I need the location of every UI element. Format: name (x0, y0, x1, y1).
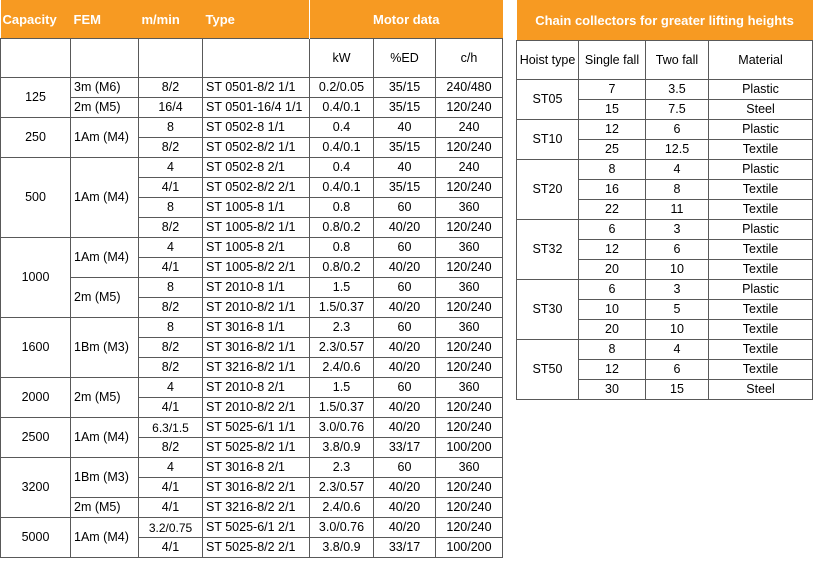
ed-cell: 60 (374, 318, 436, 338)
type-cell: ST 5025-8/2 2/1 (203, 538, 310, 558)
speed-cell: 8/2 (139, 338, 203, 358)
capacity-cell: 500 (1, 158, 71, 238)
motor-data-header: Motor data (310, 0, 503, 39)
type-cell: ST 3016-8 2/1 (203, 458, 310, 478)
ed-cell: 35/15 (374, 138, 436, 158)
type-cell: ST 1005-8/2 2/1 (203, 258, 310, 278)
hoist-type-cell: ST50 (517, 340, 579, 400)
material-cell: Textile (709, 260, 813, 280)
type-cell: ST 5025-6/1 2/1 (203, 518, 310, 538)
fem-cell: 1Am (M4) (71, 158, 139, 238)
kw-cell: 1.5 (310, 278, 374, 298)
kw-cell: 2.3/0.57 (310, 478, 374, 498)
ed-cell: 60 (374, 458, 436, 478)
material-cell: Plastic (709, 120, 813, 140)
ch-cell: 120/240 (436, 218, 503, 238)
ch-cell: 360 (436, 458, 503, 478)
capacity-cell: 1000 (1, 238, 71, 318)
kw-cell: 2.4/0.6 (310, 498, 374, 518)
type-cell: ST 1005-8/2 1/1 (203, 218, 310, 238)
speed-cell: 3.2/0.75 (139, 518, 203, 538)
material-cell: Textile (709, 140, 813, 160)
two-fall-cell: 4 (646, 160, 709, 180)
table-row (1, 118, 503, 138)
ed-header: %ED (374, 39, 436, 78)
motor-table-header-row (1, 0, 503, 39)
two-fall-cell: 3 (646, 220, 709, 240)
table-row (1, 378, 503, 398)
table-row (517, 220, 813, 240)
speed-cell: 16/4 (139, 98, 203, 118)
kw-cell: 1.5/0.37 (310, 298, 374, 318)
kw-cell: 0.4 (310, 118, 374, 138)
single-fall-cell: 30 (579, 380, 646, 400)
speed-cell: 4 (139, 238, 203, 258)
capacity-cell: 250 (1, 118, 71, 158)
capacity-cell: 5000 (1, 518, 71, 558)
two-fall-cell: 10 (646, 260, 709, 280)
single-fall-cell: 25 (579, 140, 646, 160)
hoist-type-header: Hoist type (517, 41, 579, 80)
ch-cell: 120/240 (436, 498, 503, 518)
speed-cell: 4 (139, 378, 203, 398)
single-fall-cell: 20 (579, 320, 646, 340)
speed-cell: 8 (139, 118, 203, 138)
ed-cell: 40/20 (374, 258, 436, 278)
speed-cell: 6.3/1.5 (139, 418, 203, 438)
ch-header: c/h (436, 39, 503, 78)
speed-cell: 8/2 (139, 138, 203, 158)
speed-cell: 4/1 (139, 478, 203, 498)
table-row (1, 318, 503, 338)
ch-cell: 120/240 (436, 478, 503, 498)
type-cell: ST 0502-8/2 1/1 (203, 138, 310, 158)
type-cell: ST 2010-8 1/1 (203, 278, 310, 298)
table-row (1, 158, 503, 178)
material-cell: Plastic (709, 80, 813, 100)
speed-cell: 4/1 (139, 178, 203, 198)
table-row (1, 78, 503, 98)
empty-cell (139, 39, 203, 78)
table-row (1, 498, 503, 518)
type-cell: ST 1005-8 1/1 (203, 198, 310, 218)
kw-cell: 0.4/0.1 (310, 138, 374, 158)
hoist-type-cell: ST05 (517, 80, 579, 120)
kw-cell: 0.8 (310, 238, 374, 258)
two-fall-header: Two fall (646, 41, 709, 80)
single-fall-cell: 6 (579, 280, 646, 300)
fem-cell: 1Am (M4) (71, 418, 139, 458)
single-fall-cell: 6 (579, 220, 646, 240)
two-fall-cell: 8 (646, 180, 709, 200)
capacity-cell: 2000 (1, 378, 71, 418)
ed-cell: 35/15 (374, 78, 436, 98)
ch-cell: 240/480 (436, 78, 503, 98)
ch-cell: 240 (436, 118, 503, 138)
kw-cell: 3.8/0.9 (310, 438, 374, 458)
material-cell: Plastic (709, 160, 813, 180)
chain-table-title: Chain collectors for greater lifting heights (517, 0, 813, 41)
kw-header: kW (310, 39, 374, 78)
ed-cell: 40/20 (374, 358, 436, 378)
ch-cell: 360 (436, 238, 503, 258)
fem-cell: 1Bm (M3) (71, 458, 139, 498)
material-cell: Textile (709, 200, 813, 220)
type-cell: ST 3016-8 1/1 (203, 318, 310, 338)
type-cell: ST 1005-8 2/1 (203, 238, 310, 258)
hoist-type-cell: ST10 (517, 120, 579, 160)
single-fall-cell: 15 (579, 100, 646, 120)
type-cell: ST 0502-8 2/1 (203, 158, 310, 178)
material-header: Material (709, 41, 813, 80)
type-cell: ST 2010-8/2 2/1 (203, 398, 310, 418)
ch-cell: 360 (436, 378, 503, 398)
single-fall-cell: 10 (579, 300, 646, 320)
empty-cell (1, 39, 71, 78)
ch-cell: 360 (436, 318, 503, 338)
single-fall-cell: 12 (579, 240, 646, 260)
speed-cell: 8 (139, 198, 203, 218)
chain-collectors-table (516, 0, 813, 400)
speed-cell: 8 (139, 318, 203, 338)
two-fall-cell: 15 (646, 380, 709, 400)
ed-cell: 35/15 (374, 98, 436, 118)
type-cell: ST 2010-8 2/1 (203, 378, 310, 398)
chain-table-header-row (517, 0, 813, 41)
two-fall-cell: 6 (646, 120, 709, 140)
material-cell: Textile (709, 360, 813, 380)
empty-cell (71, 39, 139, 78)
hoist-type-cell: ST32 (517, 220, 579, 280)
fem-cell: 2m (M5) (71, 98, 139, 118)
table-row (1, 98, 503, 118)
ch-cell: 120/240 (436, 358, 503, 378)
ch-cell: 120/240 (436, 418, 503, 438)
fem-cell: 1Am (M4) (71, 118, 139, 158)
table-row (1, 278, 503, 298)
two-fall-cell: 12.5 (646, 140, 709, 160)
single-fall-header: Single fall (579, 41, 646, 80)
material-cell: Textile (709, 240, 813, 260)
ed-cell: 40/20 (374, 518, 436, 538)
capacity-cell: 2500 (1, 418, 71, 458)
hoist-type-cell: ST20 (517, 160, 579, 220)
type-cell: ST 5025-6/1 1/1 (203, 418, 310, 438)
capacity-cell: 125 (1, 78, 71, 118)
capacity-cell: 3200 (1, 458, 71, 518)
kw-cell: 3.0/0.76 (310, 418, 374, 438)
kw-cell: 2.4/0.6 (310, 358, 374, 378)
material-cell: Steel (709, 380, 813, 400)
kw-cell: 3.8/0.9 (310, 538, 374, 558)
kw-cell: 0.8 (310, 198, 374, 218)
ch-cell: 360 (436, 198, 503, 218)
speed-cell: 4/1 (139, 258, 203, 278)
speed-cell: 4/1 (139, 498, 203, 518)
fem-cell: 2m (M5) (71, 378, 139, 418)
single-fall-cell: 8 (579, 340, 646, 360)
material-cell: Plastic (709, 220, 813, 240)
kw-cell: 2.3/0.57 (310, 338, 374, 358)
ch-cell: 120/240 (436, 258, 503, 278)
kw-cell: 2.3 (310, 318, 374, 338)
table-row (1, 518, 503, 538)
kw-cell: 3.0/0.76 (310, 518, 374, 538)
speed-cell: 4/1 (139, 398, 203, 418)
single-fall-cell: 7 (579, 80, 646, 100)
table-row (517, 120, 813, 140)
single-fall-cell: 20 (579, 260, 646, 280)
speed-cell: 8 (139, 278, 203, 298)
ed-cell: 60 (374, 378, 436, 398)
speed-cell: 8/2 (139, 358, 203, 378)
ed-cell: 33/17 (374, 538, 436, 558)
kw-cell: 0.4/0.1 (310, 178, 374, 198)
table-row (1, 458, 503, 478)
capacity-header: Capacity (1, 0, 71, 39)
type-cell: ST 0501-16/4 1/1 (203, 98, 310, 118)
single-fall-cell: 16 (579, 180, 646, 200)
table-row (517, 280, 813, 300)
ed-cell: 33/17 (374, 438, 436, 458)
two-fall-cell: 4 (646, 340, 709, 360)
two-fall-cell: 10 (646, 320, 709, 340)
two-fall-cell: 3.5 (646, 80, 709, 100)
empty-cell (203, 39, 310, 78)
ed-cell: 40/20 (374, 418, 436, 438)
fem-cell: 2m (M5) (71, 498, 139, 518)
fem-cell: 1Am (M4) (71, 518, 139, 558)
type-cell: ST 0501-8/2 1/1 (203, 78, 310, 98)
type-cell: ST 3016-8/2 2/1 (203, 478, 310, 498)
ed-cell: 40/20 (374, 338, 436, 358)
two-fall-cell: 6 (646, 360, 709, 380)
table-row (517, 340, 813, 360)
ch-cell: 120/240 (436, 398, 503, 418)
speed-cell: 8/2 (139, 218, 203, 238)
kw-cell: 2.3 (310, 458, 374, 478)
ed-cell: 40/20 (374, 218, 436, 238)
material-cell: Plastic (709, 280, 813, 300)
two-fall-cell: 3 (646, 280, 709, 300)
material-cell: Textile (709, 180, 813, 200)
ch-cell: 120/240 (436, 138, 503, 158)
table-row (1, 238, 503, 258)
fem-cell: 3m (M6) (71, 78, 139, 98)
speed-cell: 8/2 (139, 78, 203, 98)
speed-header: m/min (139, 0, 203, 39)
ed-cell: 40 (374, 158, 436, 178)
ed-cell: 40/20 (374, 298, 436, 318)
ch-cell: 100/200 (436, 438, 503, 458)
kw-cell: 0.8/0.2 (310, 218, 374, 238)
material-cell: Steel (709, 100, 813, 120)
two-fall-cell: 6 (646, 240, 709, 260)
single-fall-cell: 22 (579, 200, 646, 220)
ed-cell: 60 (374, 238, 436, 258)
kw-cell: 0.4 (310, 158, 374, 178)
table-row (517, 160, 813, 180)
speed-cell: 8/2 (139, 298, 203, 318)
kw-cell: 0.8/0.2 (310, 258, 374, 278)
chain-table-subheader-row (517, 41, 813, 80)
ch-cell: 120/240 (436, 98, 503, 118)
ed-cell: 40 (374, 118, 436, 138)
capacity-cell: 1600 (1, 318, 71, 378)
motor-table-subheader-row (1, 39, 503, 78)
two-fall-cell: 11 (646, 200, 709, 220)
ch-cell: 120/240 (436, 298, 503, 318)
ch-cell: 120/240 (436, 518, 503, 538)
kw-cell: 1.5 (310, 378, 374, 398)
speed-cell: 4 (139, 458, 203, 478)
type-cell: ST 0502-8 1/1 (203, 118, 310, 138)
single-fall-cell: 12 (579, 360, 646, 380)
type-cell: ST 5025-8/2 1/1 (203, 438, 310, 458)
single-fall-cell: 12 (579, 120, 646, 140)
ch-cell: 100/200 (436, 538, 503, 558)
ed-cell: 40/20 (374, 398, 436, 418)
speed-cell: 4 (139, 158, 203, 178)
ch-cell: 240 (436, 158, 503, 178)
ed-cell: 40/20 (374, 498, 436, 518)
fem-cell: 1Am (M4) (71, 238, 139, 278)
kw-cell: 1.5/0.37 (310, 398, 374, 418)
type-header: Type (203, 0, 310, 39)
type-cell: ST 0502-8/2 2/1 (203, 178, 310, 198)
type-cell: ST 3216-8/2 1/1 (203, 358, 310, 378)
ed-cell: 35/15 (374, 178, 436, 198)
fem-header: FEM (71, 0, 139, 39)
ch-cell: 120/240 (436, 178, 503, 198)
fem-cell: 1Bm (M3) (71, 318, 139, 378)
two-fall-cell: 5 (646, 300, 709, 320)
material-cell: Textile (709, 320, 813, 340)
ed-cell: 60 (374, 198, 436, 218)
type-cell: ST 3016-8/2 1/1 (203, 338, 310, 358)
type-cell: ST 3216-8/2 2/1 (203, 498, 310, 518)
fem-cell: 2m (M5) (71, 278, 139, 318)
material-cell: Textile (709, 300, 813, 320)
speed-cell: 4/1 (139, 538, 203, 558)
material-cell: Textile (709, 340, 813, 360)
ch-cell: 120/240 (436, 338, 503, 358)
speed-cell: 8/2 (139, 438, 203, 458)
table-row (517, 80, 813, 100)
ed-cell: 40/20 (374, 478, 436, 498)
ch-cell: 360 (436, 278, 503, 298)
kw-cell: 0.4/0.1 (310, 98, 374, 118)
type-cell: ST 2010-8/2 1/1 (203, 298, 310, 318)
table-row (1, 418, 503, 438)
single-fall-cell: 8 (579, 160, 646, 180)
two-fall-cell: 7.5 (646, 100, 709, 120)
ed-cell: 60 (374, 278, 436, 298)
hoist-type-cell: ST30 (517, 280, 579, 340)
kw-cell: 0.2/0.05 (310, 78, 374, 98)
